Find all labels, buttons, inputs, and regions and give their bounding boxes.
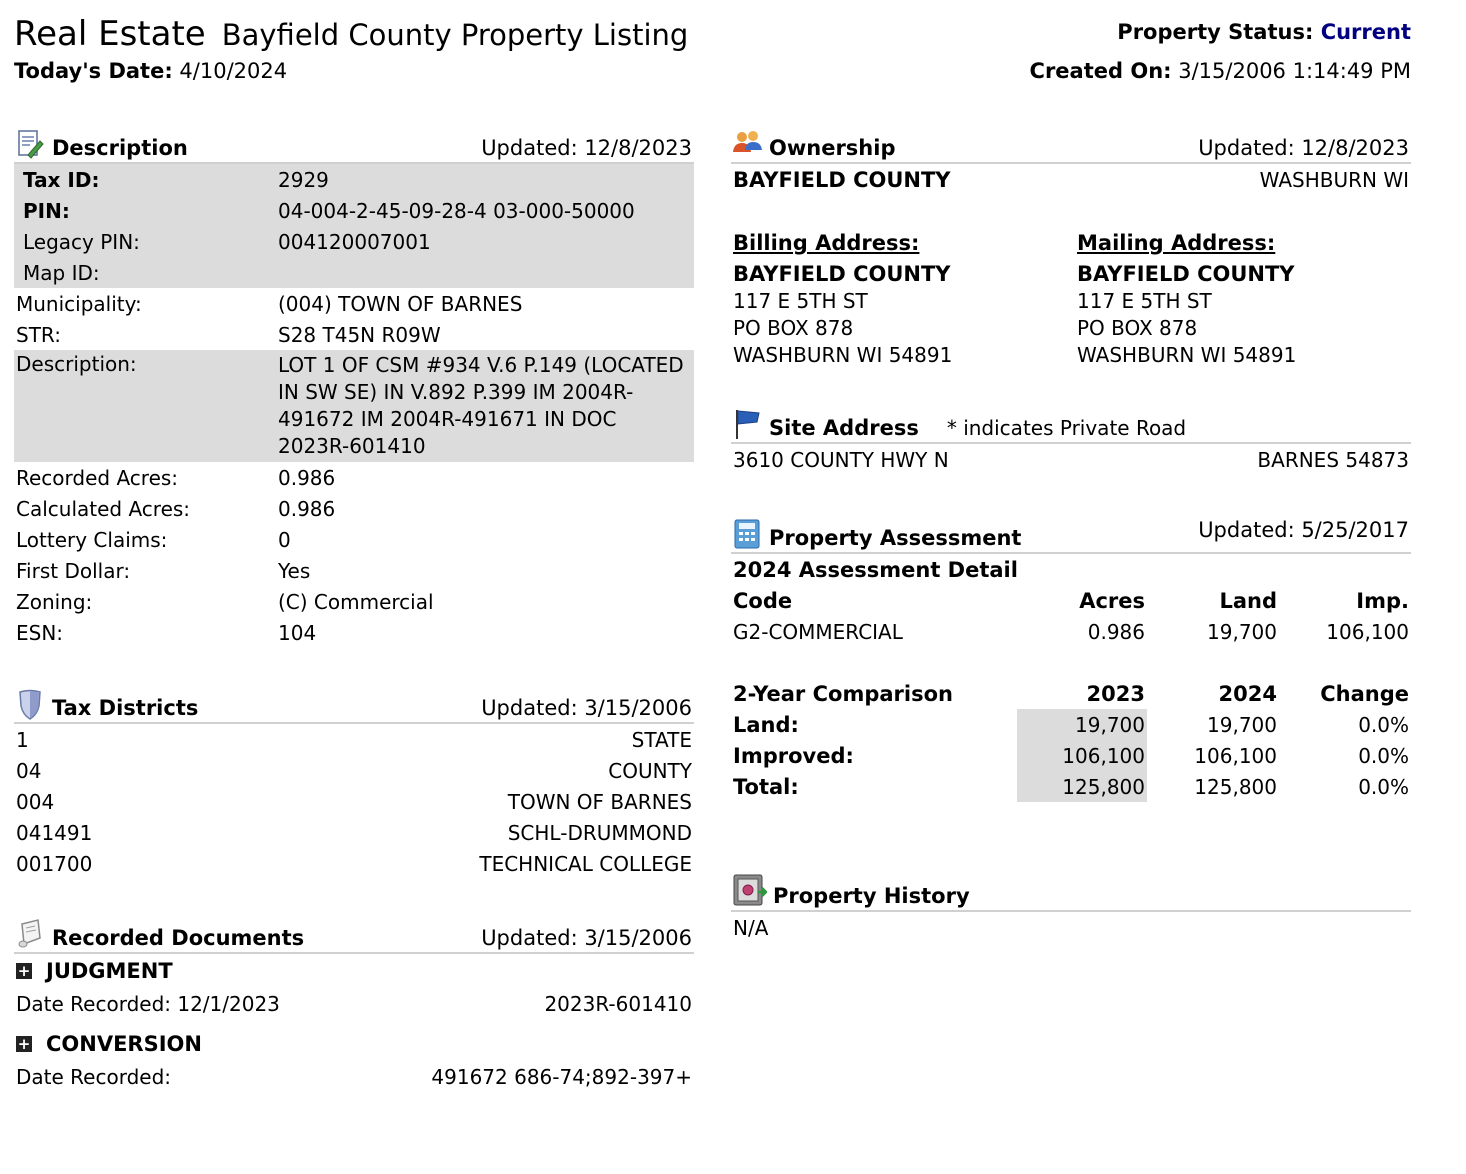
owner-name: BAYFIELD COUNTY: [733, 167, 951, 192]
site-address-header: [731, 404, 1411, 444]
desc-label: Legacy PIN:: [23, 229, 140, 254]
detail-imp: 106,100: [1326, 619, 1409, 644]
desc-value: S28 T45N R09W: [278, 322, 441, 347]
history-value: [731, 912, 1411, 943]
history-section: [731, 866, 1411, 943]
col-acres: Acres: [1079, 588, 1145, 613]
district-name: COUNTY: [608, 758, 692, 783]
comparison-title: 2-Year Comparison: [733, 681, 953, 706]
comp-y2: 19,700: [1207, 712, 1277, 737]
desc-row-legacy-pin: [14, 226, 694, 257]
col-code: Code: [733, 588, 793, 613]
document-type: CONVERSION: [46, 1032, 202, 1056]
billing-line: PO BOX 878: [733, 316, 854, 340]
assessment-detail-table: [731, 554, 1411, 802]
comp-y2: 106,100: [1194, 743, 1277, 768]
desc-label: ESN:: [16, 620, 64, 645]
detail-land: 19,700: [1207, 619, 1277, 644]
district-name: STATE: [631, 727, 692, 752]
owner-city: WASHBURN WI: [1259, 167, 1409, 192]
property-status: [1117, 20, 1411, 44]
desc-row-municipality: [14, 288, 694, 319]
ownership-section: [731, 124, 1411, 384]
comp-label: Total:: [733, 774, 799, 799]
tax-districts-header: [14, 684, 694, 724]
desc-label: Lottery Claims:: [16, 527, 168, 552]
ownership-updated: Updated: 12/8/2023: [1198, 136, 1409, 160]
expand-plus-icon[interactable]: +: [17, 962, 31, 980]
desc-value: 004120007001: [278, 229, 431, 254]
desc-row-taxid: [14, 164, 694, 195]
desc-value: 2929: [278, 167, 329, 192]
tax-district-row: [14, 786, 694, 817]
desc-value: 0: [278, 527, 291, 552]
detail-acres: 0.986: [1087, 619, 1145, 644]
district-name: TOWN OF BARNES: [507, 789, 692, 814]
billing-line: WASHBURN WI 54891: [733, 343, 953, 367]
private-road-note: * indicates Private Road: [946, 416, 1187, 440]
users-icon: [731, 128, 763, 160]
desc-row-pin: [14, 195, 694, 226]
desc-label: PIN:: [23, 198, 70, 223]
desc-value: Yes: [278, 558, 311, 583]
safe-icon: [731, 872, 767, 908]
desc-label: STR:: [16, 322, 61, 347]
property-status-value: Current: [1320, 20, 1411, 44]
billing-address: [733, 231, 1063, 370]
district-code: 04: [16, 758, 42, 783]
desc-value: (004) TOWN OF BARNES: [278, 291, 523, 316]
assessment-detail-row: [731, 616, 1411, 647]
site-address-section: [731, 404, 1411, 475]
tax-districts-updated: Updated: 3/15/2006: [481, 696, 692, 720]
comp-change: 0.0%: [1358, 743, 1409, 768]
page-title: [14, 14, 688, 54]
history-text: N/A: [733, 915, 769, 940]
document-row: [14, 988, 694, 1019]
comp-y1: 19,700: [1017, 709, 1147, 740]
tax-district-row: [14, 724, 694, 755]
desc-row-zoning: [14, 586, 694, 617]
recorded-documents-section: [14, 914, 694, 1092]
shield-icon: [14, 688, 46, 720]
col-imp: Imp.: [1356, 588, 1409, 613]
comp-change: 0.0%: [1358, 712, 1409, 737]
property-status-label: Property Status:: [1117, 20, 1314, 44]
tax-district-row: [14, 848, 694, 879]
desc-value: 104: [278, 620, 317, 645]
expand-plus-icon[interactable]: +: [17, 1035, 31, 1053]
comparison-row: [731, 771, 1411, 802]
desc-value: 0.986: [278, 465, 336, 490]
document-number: 491672 686-74;892-397+: [431, 1064, 692, 1089]
desc-row-calculated-acres: [14, 493, 694, 524]
mailing-address: [1077, 231, 1407, 370]
tax-district-row: [14, 755, 694, 786]
district-code: 001700: [16, 851, 93, 876]
desc-row-esn: [14, 617, 694, 648]
page-subtitle: Bayfield County Property Listing: [221, 18, 689, 52]
todays-date-label: Today's Date:: [14, 59, 173, 83]
tax-district-row: [14, 817, 694, 848]
district-name: SCHL-DRUMMOND: [507, 820, 692, 845]
tax-districts-section: [14, 684, 694, 879]
site-city: BARNES 54873: [1257, 447, 1409, 472]
document-date: Date Recorded: 12/1/2023: [16, 991, 280, 1016]
desc-label: Recorded Acres:: [16, 465, 179, 490]
comparison-row: [731, 740, 1411, 771]
comp-y2: 125,800: [1194, 774, 1277, 799]
district-name: TECHNICAL COLLEGE: [479, 851, 692, 876]
comp-label: Improved:: [733, 743, 854, 768]
description-header: [14, 124, 694, 164]
created-on: [1030, 59, 1411, 83]
billing-name: BAYFIELD COUNTY: [733, 262, 951, 286]
recorded-documents-header: [14, 914, 694, 954]
flag-icon: [731, 408, 763, 440]
desc-row-lottery-claims: [14, 524, 694, 555]
ownership-header: [731, 124, 1411, 164]
desc-row-recorded-acres: [14, 462, 694, 493]
col-land: Land: [1219, 588, 1277, 613]
desc-row-map-id: [14, 257, 694, 288]
document-conversion[interactable]: [14, 1027, 694, 1061]
desc-label: Tax ID:: [23, 167, 100, 192]
site-street: 3610 COUNTY HWY N: [733, 447, 949, 472]
site-address-title: Site Address: [769, 416, 919, 440]
site-address-row: [731, 444, 1411, 475]
document-judgment[interactable]: [14, 954, 694, 988]
document-number: 2023R-601410: [544, 991, 692, 1016]
mailing-address-label: Mailing Address:: [1077, 231, 1276, 255]
comp-y1: 125,800: [1017, 771, 1147, 802]
comparison-row: [731, 709, 1411, 740]
mailing-line: WASHBURN WI 54891: [1077, 343, 1297, 367]
document-type: JUDGMENT: [46, 959, 173, 983]
desc-value: 04-004-2-45-09-28-4 03-000-50000: [278, 198, 635, 223]
desc-value: (C) Commercial: [278, 589, 434, 614]
assessment-detail-title: 2024 Assessment Detail: [733, 557, 1018, 582]
owner-row: [731, 164, 1411, 195]
mailing-name: BAYFIELD COUNTY: [1077, 262, 1295, 286]
todays-date: [14, 59, 287, 83]
ownership-title: Ownership: [769, 136, 896, 160]
billing-line: 117 E 5TH ST: [733, 289, 868, 313]
calculator-icon: [731, 518, 763, 550]
recorded-documents-updated: Updated: 3/15/2006: [481, 926, 692, 950]
assessment-section: [731, 510, 1411, 802]
description-section: [14, 124, 694, 648]
comp-col-y1: 2023: [1086, 681, 1145, 706]
tax-districts-title: Tax Districts: [52, 696, 199, 720]
detail-code: G2-COMMERCIAL: [733, 619, 903, 644]
history-title: Property History: [773, 884, 970, 908]
desc-label: Zoning:: [16, 589, 93, 614]
district-code: 041491: [16, 820, 93, 845]
todays-date-value: 4/10/2024: [179, 59, 288, 83]
description-title: Description: [52, 136, 188, 160]
assessment-updated: Updated: 5/25/2017: [1198, 518, 1409, 542]
history-header: [731, 866, 1411, 912]
comp-col-y2: 2024: [1218, 681, 1277, 706]
created-on-label: Created On:: [1029, 59, 1172, 83]
recorded-documents-title: Recorded Documents: [52, 926, 305, 950]
description-updated: Updated: 12/8/2023: [481, 136, 692, 160]
desc-label: First Dollar:: [16, 558, 131, 583]
comp-y1: 106,100: [1017, 740, 1147, 771]
desc-label: Municipality:: [16, 291, 142, 316]
comp-col-change: Change: [1320, 681, 1409, 706]
desc-row-legal-description: [14, 350, 694, 462]
desc-value: LOT 1 OF CSM #934 V.6 P.149 (LOCATED IN SW SE) IN V.892 P.399 IM 2004R-491672 IM 2004R-491671 IN DOC 2023R-601410: [278, 353, 684, 458]
district-code: 1: [16, 727, 29, 752]
scroll-icon: [14, 918, 46, 950]
assessment-header: [731, 510, 1411, 554]
mailing-line: 117 E 5TH ST: [1077, 289, 1212, 313]
desc-row-first-dollar: [14, 555, 694, 586]
document-date: Date Recorded:: [16, 1064, 171, 1089]
comp-label: Land:: [733, 712, 799, 737]
desc-label: Map ID:: [23, 260, 100, 285]
document-edit-icon: [14, 128, 46, 160]
desc-value: 0.986: [278, 496, 336, 521]
desc-label: Calculated Acres:: [16, 496, 191, 521]
document-row: [14, 1061, 694, 1092]
desc-label: Description:: [16, 352, 137, 376]
comp-change: 0.0%: [1358, 774, 1409, 799]
billing-address-label: Billing Address:: [733, 231, 920, 255]
app-title: Real Estate: [14, 14, 206, 54]
district-code: 004: [16, 789, 55, 814]
assessment-title: Property Assessment: [769, 526, 1022, 550]
desc-row-str: [14, 319, 694, 350]
created-on-value: 3/15/2006 1:14:49 PM: [1178, 59, 1411, 83]
mailing-line: PO BOX 878: [1077, 316, 1198, 340]
